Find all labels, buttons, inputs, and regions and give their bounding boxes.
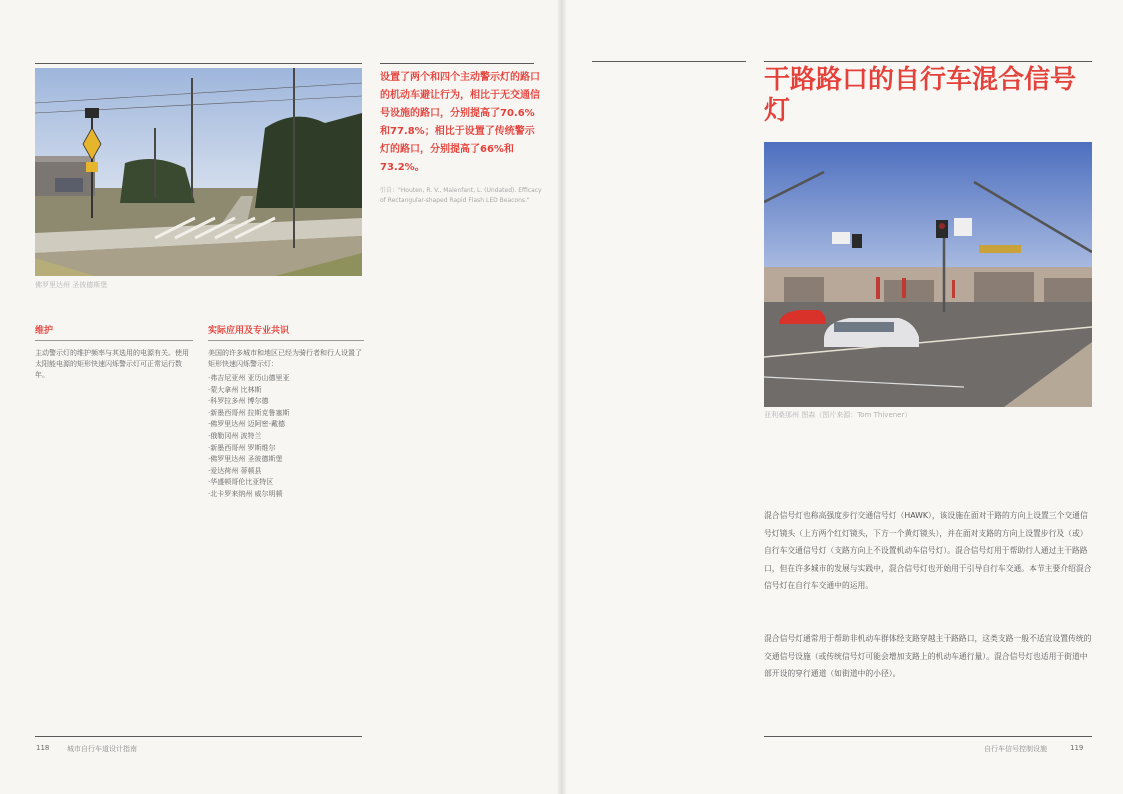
- body-paragraph-2: 混合信号灯通常用于帮助非机动车群体经支路穿越主干路路口，这类支路一般不适宜设置传统的交通信号设施（或传统信号灯可能会增加支路上的机动车通行量）。混合信号灯也适用于街道中部开设的穿行通道（如街道中的小径）。: [764, 634, 1092, 679]
- body-paragraph-1: 混合信号灯也称高强度步行交通信号灯（HAWK），该设施在面对干路的方向上设置三个交通信号灯镜头（上方两个红灯镜头，下方一个黄灯镜头），并在面对支路的方向上设置步行及（或）自行车交通信号灯（支路方向上不设置机动车信号灯）。混合信号灯用于帮助行人通过主干路路口，但在许多城市的发展与实践中，混合信号灯也开始用于引导自行车交通。本节主要介绍混合信号灯在自行车交通中的运用。: [764, 511, 1092, 591]
- hawk-signal-photo-illustration: [764, 142, 1092, 407]
- city-list-item: · 北卡罗来纳州 威尔明顿: [208, 489, 289, 501]
- photo-caption-right: 亚利桑那州 图森（图片来源：Tom Thivener）: [764, 411, 912, 419]
- running-title-left: 城市自行车道设计指南: [67, 745, 137, 753]
- page-title: 干路路口的自行车混合信号灯: [764, 65, 1077, 126]
- photo-crosswalk: [35, 68, 362, 276]
- city-list-item: · 爱达荷州 蒂顿县: [208, 466, 289, 478]
- running-title-right: 自行车信号控制设施: [984, 745, 1047, 753]
- section-title-practice: 实际应用及专业共识: [208, 326, 290, 336]
- city-list-item: · 新墨西哥州 拉斯克鲁塞斯: [208, 408, 289, 420]
- page-number-right: 119: [1070, 744, 1084, 752]
- practice-intro: 美国的许多城市和地区已经为骑行者和行人设置了矩形快速闪烁警示灯：: [208, 349, 362, 368]
- photo-caption-left: 佛罗里达州 圣彼德斯堡: [35, 281, 108, 289]
- city-list-item: · 佛罗里达州 迈阿密-戴德: [208, 419, 289, 431]
- page-number-left: 118: [36, 744, 50, 752]
- city-list-item: · 俄勒冈州 波特兰: [208, 431, 289, 443]
- top-rule-right-short: [592, 61, 746, 62]
- top-rule-right: [764, 61, 1092, 62]
- book-gutter: [558, 0, 566, 794]
- city-list: [208, 373, 289, 501]
- section-rule-maintenance: [35, 340, 193, 341]
- section-rule-practice: [208, 340, 364, 341]
- maintenance-body: 主动警示灯的维护频率与其选用的电源有关。使用太阳能电源的矩形快速闪烁警示灯可正常运行数年。: [35, 349, 189, 379]
- city-list-item: · 佛罗里达州 圣彼德斯堡: [208, 454, 289, 466]
- footer-rule-left: [35, 736, 362, 737]
- city-list-item: · 科罗拉多州 博尔德: [208, 396, 289, 408]
- footer-rule-right: [764, 736, 1092, 737]
- top-rule-left: [35, 63, 362, 64]
- pull-quote: 设置了两个和四个主动警示灯的路口的机动车避让行为，相比于无交通信号设施的路口，分别提高了70.6%和77.8%；相比于设置了传统警示灯的路口，分别提高了66%和73.2%。: [380, 72, 540, 173]
- crosswalk-photo-illustration: [35, 68, 362, 276]
- top-rule-pullquote: [380, 63, 534, 64]
- photo-hawk-signal: [764, 142, 1092, 407]
- section-title-maintenance: 维护: [35, 326, 54, 336]
- city-list-item: · 华盛顿哥伦比亚特区: [208, 477, 289, 489]
- city-list-item: · 蒙大拿州 比林斯: [208, 385, 289, 397]
- city-list-item: · 新墨西哥州 罗斯维尔: [208, 443, 289, 455]
- citation: 引自："Houten, R. V., Malenfant, L. (Undated). Efficacy of Rectangular-shaped Rapid Flash LED Beacons.": [380, 187, 542, 204]
- city-list-item: · 弗吉尼亚州 亚历山德里亚: [208, 373, 289, 385]
